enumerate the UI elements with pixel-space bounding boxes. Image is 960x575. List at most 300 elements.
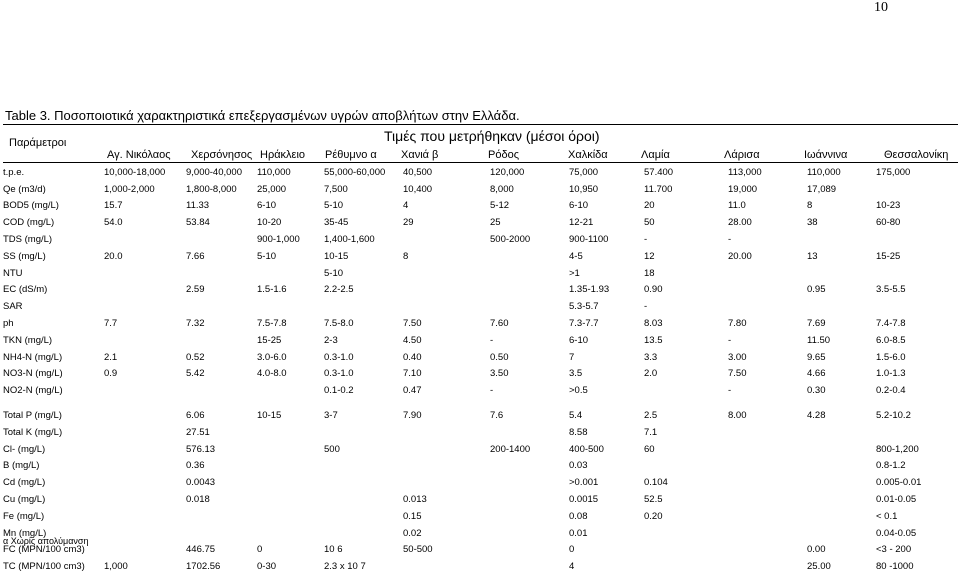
value-cell: 7.60	[490, 318, 509, 330]
value-cell: 0.00	[807, 544, 826, 556]
city-header: Αγ. Νικόλαος	[107, 149, 171, 161]
value-cell: -	[644, 301, 648, 313]
value-cell	[257, 424, 324, 441]
parameter-name: SAR	[3, 301, 23, 313]
value-cell: < 0.1	[876, 510, 898, 522]
value-cell	[644, 558, 728, 575]
parameter-name: Cu (mg/L)	[3, 494, 46, 506]
value-cell: 60	[644, 443, 655, 455]
value-cell: 12	[644, 250, 655, 262]
table-row	[3, 248, 958, 265]
value-cell: -	[644, 234, 648, 246]
value-cell: 5.2-10.2	[876, 410, 911, 422]
value-cell	[644, 525, 728, 542]
value-cell: 576.13	[186, 443, 216, 455]
value-cell	[104, 542, 186, 559]
value-cell: 0.9	[104, 368, 118, 380]
value-cell: 20.00	[728, 250, 752, 262]
value-cell: 7.32	[186, 318, 205, 330]
value-cell: 3-7	[324, 410, 338, 422]
city-header: Ρόδος	[488, 149, 519, 161]
value-cell: 8.00	[728, 410, 747, 422]
header-rule	[3, 162, 958, 163]
value-cell	[728, 474, 807, 491]
table-row	[3, 214, 958, 231]
value-cell	[490, 282, 569, 299]
value-cell: 5.4	[569, 410, 583, 422]
value-cell	[728, 542, 807, 559]
value-cell: 4	[569, 561, 575, 573]
value-cell: 5-12	[490, 200, 510, 212]
value-cell: 1,000-2,000	[104, 183, 155, 195]
value-cell	[728, 424, 807, 441]
value-cell	[876, 231, 958, 248]
value-cell	[186, 265, 257, 282]
value-cell: 0	[257, 544, 263, 556]
value-cell: 40,500	[403, 166, 433, 178]
value-cell: 0.90	[644, 284, 663, 296]
value-cell	[728, 298, 807, 315]
table-row	[3, 198, 958, 215]
value-cell	[644, 542, 728, 559]
value-cell: 7.5-8.0	[324, 318, 354, 330]
value-cell: 0.03	[569, 460, 588, 472]
value-cell: 8.58	[569, 426, 588, 438]
value-cell: 0.018	[186, 494, 210, 506]
value-cell: 0.01-0.05	[876, 494, 917, 506]
value-cell: 2.5	[644, 410, 658, 422]
value-cell: 7,500	[324, 183, 348, 195]
value-cell: 0.40	[403, 351, 422, 363]
table-row	[3, 298, 958, 315]
value-cell: 0.15	[403, 510, 422, 522]
value-cell: 15-25	[257, 334, 282, 346]
value-cell: 1702.56	[186, 561, 221, 573]
value-cell: 10 6	[324, 544, 343, 556]
value-cell: 0.104	[644, 477, 668, 489]
value-cell: 2.1	[104, 351, 118, 363]
value-cell	[807, 424, 876, 441]
city-header: Ρέθυμνο α	[325, 149, 377, 161]
value-cell: 11.50	[807, 334, 831, 346]
value-cell: 7.6	[490, 410, 504, 422]
table-row	[3, 458, 958, 475]
parameters-header: Παράμετροι	[9, 137, 67, 149]
value-cell: 20.0	[104, 250, 123, 262]
value-cell	[324, 298, 403, 315]
value-cell	[807, 458, 876, 475]
value-cell	[324, 458, 403, 475]
value-cell: 0	[569, 544, 575, 556]
value-cell: 18	[644, 267, 655, 279]
value-cell: 10-23	[876, 200, 901, 212]
value-cell: 0.005-0.01	[876, 477, 922, 489]
parameter-name: t.p.e.	[3, 166, 25, 178]
value-cell: -	[728, 234, 732, 246]
value-cell	[403, 558, 490, 575]
value-cell: 5-10	[257, 250, 277, 262]
value-cell: 110,000	[257, 166, 291, 178]
value-cell	[257, 298, 324, 315]
value-cell	[324, 424, 403, 441]
value-cell: 0.52	[186, 351, 205, 363]
value-cell: 11.700	[644, 183, 673, 195]
value-cell: 400-500	[569, 443, 604, 455]
value-cell: 7.66	[186, 250, 205, 262]
parameter-name: TKN (mg/L)	[3, 334, 53, 346]
value-cell	[807, 474, 876, 491]
value-cell	[104, 265, 186, 282]
value-cell	[728, 458, 807, 475]
value-cell	[807, 231, 876, 248]
value-cell	[728, 491, 807, 508]
parameter-name: Qe (m3/d)	[3, 183, 46, 195]
value-cell	[403, 424, 490, 441]
value-cell: 0.01	[569, 527, 588, 539]
value-cell	[490, 491, 569, 508]
value-cell: 10,400	[403, 183, 433, 195]
value-cell	[490, 474, 569, 491]
value-cell: 0.04-0.05	[876, 527, 917, 539]
wastewater-table	[3, 164, 958, 575]
value-cell: 11.0	[728, 200, 746, 212]
row-spacer	[3, 399, 958, 407]
value-cell	[403, 265, 490, 282]
value-cell: 60-80	[876, 217, 901, 229]
value-cell	[104, 332, 186, 349]
value-cell: 28.00	[728, 217, 752, 229]
value-cell: -	[728, 334, 732, 346]
value-cell: 53.84	[186, 217, 210, 229]
value-cell: 7.80	[728, 318, 747, 330]
value-cell: 10-20	[257, 217, 282, 229]
parameter-name: Total K (mg/L)	[3, 426, 63, 438]
value-cell	[104, 298, 186, 315]
value-cell: 8	[807, 200, 813, 212]
value-cell: 1,400-1,600	[324, 234, 375, 246]
value-cell: 2.3 x 10 7	[324, 561, 366, 573]
value-cell: 3.5	[569, 368, 583, 380]
value-cell: 10,000-18,000	[104, 166, 166, 178]
value-cell: 6-10	[257, 200, 277, 212]
value-cell: 15-25	[876, 250, 901, 262]
value-cell: 7	[569, 351, 575, 363]
value-cell	[876, 181, 958, 198]
value-cell: 2.0	[644, 368, 658, 380]
value-cell	[104, 441, 186, 458]
value-cell	[257, 441, 324, 458]
value-cell: 4.50	[403, 334, 422, 346]
value-cell: 9,000-40,000	[186, 166, 242, 178]
value-cell	[257, 265, 324, 282]
parameter-name: COD (mg/L)	[3, 217, 55, 229]
value-cell: 0.0015	[569, 494, 599, 506]
table-row	[3, 542, 958, 559]
value-cell: 900-1100	[569, 234, 609, 246]
value-cell: 2.59	[186, 284, 205, 296]
value-cell: 54.0	[104, 217, 123, 229]
value-cell: 10-15	[257, 410, 282, 422]
value-cell	[104, 508, 186, 525]
parameter-name: ph	[3, 318, 14, 330]
parameter-name: TC (MPN/100 cm3)	[3, 561, 85, 573]
value-cell: 8	[403, 250, 409, 262]
value-cell: 13.5	[644, 334, 663, 346]
value-cell	[104, 407, 186, 424]
value-cell	[490, 558, 569, 575]
parameter-name: Fe (mg/L)	[3, 510, 45, 522]
value-cell: 10,950	[569, 183, 599, 195]
table-row	[3, 181, 958, 198]
value-cell: 7.7	[104, 318, 118, 330]
value-cell: 0-30	[257, 561, 277, 573]
value-cell	[186, 332, 257, 349]
value-cell: -	[490, 334, 494, 346]
value-cell	[186, 231, 257, 248]
value-cell: 25,000	[257, 183, 287, 195]
value-cell: 0.013	[403, 494, 427, 506]
value-cell: 35-45	[324, 217, 349, 229]
value-cell	[490, 298, 569, 315]
parameter-name: NO3-N (mg/L)	[3, 368, 63, 380]
city-header: Θεσσαλονίκη	[884, 149, 949, 161]
value-cell	[728, 265, 807, 282]
parameter-name: FC (MPN/100 cm3)	[3, 544, 85, 556]
table-row	[3, 231, 958, 248]
value-cell: 25	[490, 217, 501, 229]
value-cell: >1	[569, 267, 580, 279]
city-header: Ηράκλειο	[260, 149, 306, 161]
value-cell: 2.2-2.5	[324, 284, 354, 296]
value-cell: 113,000	[728, 166, 762, 178]
value-cell: 0.30	[807, 385, 826, 397]
value-cell	[324, 491, 403, 508]
value-cell	[104, 231, 186, 248]
city-header: Χερσόνησος	[191, 149, 253, 161]
value-cell: 10-15	[324, 250, 349, 262]
value-cell: 0.50	[490, 351, 509, 363]
table-row	[3, 366, 958, 383]
value-cell: 7.5-7.8	[257, 318, 287, 330]
value-cell: 38	[807, 217, 818, 229]
value-cell	[104, 424, 186, 441]
value-cell: 80 -1000	[876, 561, 914, 573]
value-cell: 50-500	[403, 544, 433, 556]
value-cell	[257, 474, 324, 491]
value-cell: 4-5	[569, 250, 583, 262]
table-row	[3, 491, 958, 508]
value-cell: 11.33	[186, 200, 210, 212]
value-cell: 17,089	[807, 183, 837, 195]
table-row	[3, 332, 958, 349]
city-header: Λάρισα	[724, 149, 760, 161]
value-cell	[807, 491, 876, 508]
value-cell: 0.1-0.2	[324, 385, 354, 397]
value-cell: 3.50	[490, 368, 509, 380]
value-cell: 4	[403, 200, 409, 212]
parameter-name: NTU	[3, 267, 23, 279]
table-row	[3, 265, 958, 282]
value-cell	[324, 474, 403, 491]
value-cell: 3.5-5.5	[876, 284, 906, 296]
value-cell	[490, 248, 569, 265]
value-cell	[490, 508, 569, 525]
table-row	[3, 441, 958, 458]
parameter-name: Mn (mg/L)	[3, 527, 47, 539]
page-number: 10	[874, 0, 888, 15]
value-cell: 500	[324, 443, 340, 455]
value-cell	[876, 298, 958, 315]
value-cell: >0.5	[569, 385, 588, 397]
value-cell	[104, 382, 186, 399]
value-cell: 200-1400	[490, 443, 531, 455]
value-cell: 7.50	[728, 368, 747, 380]
value-cell	[104, 525, 186, 542]
value-cell	[807, 298, 876, 315]
value-cell	[807, 508, 876, 525]
value-cell: 8,000	[490, 183, 514, 195]
value-cell: 2-3	[324, 334, 338, 346]
value-cell: -	[490, 385, 494, 397]
measured-values-title: Τιμές που μετρήθηκαν (μέσοι όροι)	[384, 128, 600, 144]
value-cell: 6.0-8.5	[876, 334, 906, 346]
value-cell	[807, 441, 876, 458]
parameter-name: Cl- (mg/L)	[3, 443, 46, 455]
value-cell	[403, 474, 490, 491]
value-cell: 5-10	[324, 267, 344, 279]
value-cell: 1.5-6.0	[876, 351, 906, 363]
value-cell	[403, 298, 490, 315]
value-cell: 0.20	[644, 510, 663, 522]
value-cell: 7.90	[403, 410, 422, 422]
value-cell	[807, 265, 876, 282]
value-cell	[104, 282, 186, 299]
value-cell: 27.51	[186, 426, 210, 438]
value-cell: 0.8-1.2	[876, 460, 906, 472]
value-cell	[644, 382, 728, 399]
value-cell	[728, 558, 807, 575]
value-cell: 900-1,000	[257, 234, 300, 246]
value-cell: 5.3-5.7	[569, 301, 599, 313]
value-cell	[490, 424, 569, 441]
value-cell: 29	[403, 217, 414, 229]
parameter-name: Total P (mg/L)	[3, 410, 62, 422]
value-cell: 6-10	[569, 334, 589, 346]
table-row	[3, 315, 958, 332]
value-cell	[807, 525, 876, 542]
value-cell	[403, 231, 490, 248]
value-cell: 0.3-1.0	[324, 351, 354, 363]
parameter-name: TDS (mg/L)	[3, 234, 53, 246]
value-cell: 3.3	[644, 351, 658, 363]
value-cell: 50	[644, 217, 655, 229]
value-cell	[403, 441, 490, 458]
value-cell: 110,000	[807, 166, 841, 178]
city-header: Χαλκίδα	[568, 149, 608, 161]
value-cell	[728, 282, 807, 299]
value-cell: 800-1,200	[876, 443, 919, 455]
value-cell	[728, 441, 807, 458]
value-cell: 6.06	[186, 410, 205, 422]
value-cell: 52.5	[644, 494, 663, 506]
value-cell	[490, 458, 569, 475]
parameter-name: SS (mg/L)	[3, 250, 46, 262]
table-row	[3, 474, 958, 491]
value-cell	[324, 508, 403, 525]
value-cell: 0.36	[186, 460, 205, 472]
value-cell: 0.3-1.0	[324, 368, 354, 380]
value-cell: 0.02	[403, 527, 422, 539]
value-cell	[324, 525, 403, 542]
value-cell: 6-10	[569, 200, 589, 212]
value-cell: 7.69	[807, 318, 826, 330]
value-cell: 0.0043	[186, 477, 216, 489]
value-cell: 57.400	[644, 166, 674, 178]
value-cell	[490, 542, 569, 559]
value-cell: 4.28	[807, 410, 826, 422]
parameter-name: EC (dS/m)	[3, 284, 48, 296]
value-cell	[257, 525, 324, 542]
value-cell	[257, 382, 324, 399]
value-cell: 7.1	[644, 426, 658, 438]
value-cell: 13	[807, 250, 818, 262]
value-cell: 0.2-0.4	[876, 385, 906, 397]
parameter-name: B (mg/L)	[3, 460, 40, 472]
table-caption: Table 3. Ποσοποιοτικά χαρακτηριστικά επεξεργασμένων υγρών αποβλήτων στην Ελλάδα.	[5, 108, 520, 123]
value-cell	[186, 298, 257, 315]
value-cell	[403, 458, 490, 475]
value-cell: 4.66	[807, 368, 826, 380]
value-cell	[186, 508, 257, 525]
value-cell: 12-21	[569, 217, 594, 229]
value-cell: 75,000	[569, 166, 599, 178]
parameter-name: Cd (mg/L)	[3, 477, 46, 489]
value-cell	[728, 508, 807, 525]
value-cell	[490, 525, 569, 542]
value-cell: 1.35-1.93	[569, 284, 610, 296]
value-cell: 0.08	[569, 510, 588, 522]
value-cell: >0.001	[569, 477, 599, 489]
city-header: Λαμία	[641, 149, 670, 161]
value-cell	[257, 508, 324, 525]
value-cell	[104, 474, 186, 491]
value-cell: 0.95	[807, 284, 826, 296]
value-cell: 5.42	[186, 368, 205, 380]
footnote: α Χωρίς απολύμανση	[3, 536, 89, 546]
value-cell: 4.0-8.0	[257, 368, 287, 380]
value-cell: 19,000	[728, 183, 758, 195]
value-cell: 55,000-60,000	[324, 166, 386, 178]
value-cell: 500-2000	[490, 234, 531, 246]
value-cell: <3 - 200	[876, 544, 912, 556]
parameter-name: BOD5 (mg/L)	[3, 200, 59, 212]
value-cell: 25.00	[807, 561, 831, 573]
value-cell: 15.7	[104, 200, 123, 212]
value-cell	[490, 265, 569, 282]
table-row	[3, 424, 958, 441]
value-cell: 3.00	[728, 351, 747, 363]
value-cell: 175,000	[876, 166, 911, 178]
value-cell: 5-10	[324, 200, 344, 212]
value-cell: 7.3-7.7	[569, 318, 599, 330]
value-cell: 1.5-1.6	[257, 284, 287, 296]
value-cell	[403, 282, 490, 299]
value-cell	[728, 525, 807, 542]
value-cell: 1,000	[104, 561, 128, 573]
value-cell: 9.65	[807, 351, 826, 363]
table-row	[3, 382, 958, 399]
value-cell	[186, 525, 257, 542]
